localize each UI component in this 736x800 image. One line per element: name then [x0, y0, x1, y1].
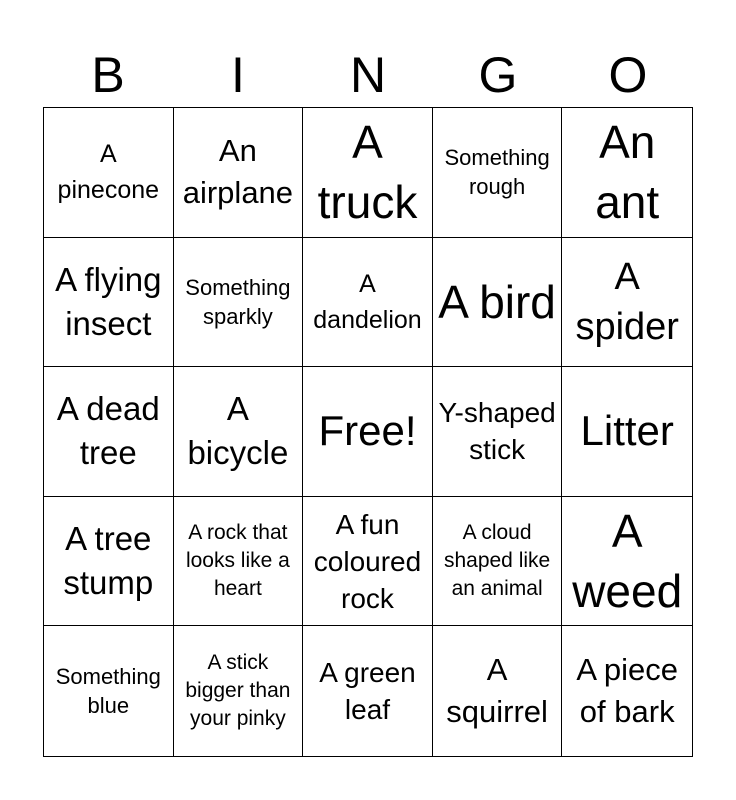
- bingo-cell-r3c2[interactable]: [174, 367, 304, 497]
- bingo-cell-r4c3[interactable]: [303, 497, 433, 627]
- bingo-board: [43, 107, 693, 757]
- cell-label: A spider: [575, 255, 679, 348]
- header-letter-o: O: [608, 47, 648, 103]
- cell-label: A fun coloured rock: [313, 508, 422, 614]
- bingo-cell-r3c5[interactable]: [562, 367, 692, 497]
- bingo-cell-r1c5[interactable]: [562, 108, 692, 238]
- cell-label: A bicycle: [187, 390, 289, 472]
- bingo-cell-r2c1[interactable]: [44, 238, 174, 368]
- bingo-cell-r1c4[interactable]: [433, 108, 563, 238]
- bingo-cell-r5c4[interactable]: [433, 626, 563, 756]
- cell-label: A tree stump: [63, 520, 154, 602]
- bingo-cell-r1c2[interactable]: [174, 108, 304, 238]
- cell-label: Something sparkly: [185, 274, 291, 329]
- bingo-cell-r5c3[interactable]: [303, 626, 433, 756]
- bingo-cell-r2c4[interactable]: [433, 238, 563, 368]
- cell-label: Something blue: [55, 664, 161, 719]
- bingo-cell-r3c3[interactable]: [303, 367, 433, 497]
- bingo-cell-r2c2[interactable]: [174, 238, 304, 368]
- cell-label: Litter: [580, 407, 674, 455]
- bingo-cell-r5c2[interactable]: [174, 626, 304, 756]
- cell-label: A green leaf: [319, 657, 416, 726]
- cell-label: A stick bigger than your pinky: [185, 651, 291, 731]
- bingo-cell-r5c5[interactable]: [562, 626, 692, 756]
- cell-label: A bird: [438, 275, 556, 328]
- header-letter-i: I: [231, 47, 245, 103]
- bingo-cell-r2c3[interactable]: [303, 238, 433, 368]
- cell-label: An ant: [595, 116, 660, 229]
- header-letter-b: B: [91, 47, 125, 103]
- bingo-cell-r1c1[interactable]: [44, 108, 174, 238]
- cell-label: A truck: [317, 116, 418, 229]
- cell-label: A dandelion: [313, 269, 422, 334]
- cell-label: A rock that looks like a heart: [185, 521, 290, 601]
- cell-label: An airplane: [182, 133, 294, 211]
- cell-label: Free!: [318, 407, 417, 455]
- bingo-cell-r1c3[interactable]: [303, 108, 433, 238]
- bingo-cell-r4c2[interactable]: [174, 497, 304, 627]
- bingo-cell-r5c1[interactable]: [44, 626, 174, 756]
- bingo-cell-r4c4[interactable]: [433, 497, 563, 627]
- bingo-cell-r4c5[interactable]: [562, 497, 692, 627]
- bingo-cell-r3c1[interactable]: [44, 367, 174, 497]
- bingo-cell-r3c4[interactable]: [433, 367, 563, 497]
- cell-label: A squirrel: [446, 652, 548, 730]
- cell-label: A weed: [572, 505, 683, 618]
- bingo-header: [43, 44, 693, 106]
- cell-label: A piece of bark: [576, 652, 679, 730]
- cell-label: A cloud shaped like an animal: [443, 521, 551, 601]
- bingo-cell-r4c1[interactable]: [44, 497, 174, 627]
- cell-label: A flying insect: [55, 260, 162, 342]
- header-letter-g: G: [478, 47, 518, 103]
- cell-label: A pinecone: [57, 140, 160, 205]
- cell-label: Something rough: [444, 145, 550, 200]
- cell-label: A dead tree: [56, 390, 160, 472]
- header-letter-n: N: [349, 47, 387, 103]
- bingo-cell-r2c5[interactable]: [562, 238, 692, 368]
- cell-label: Y-shaped stick: [438, 397, 556, 466]
